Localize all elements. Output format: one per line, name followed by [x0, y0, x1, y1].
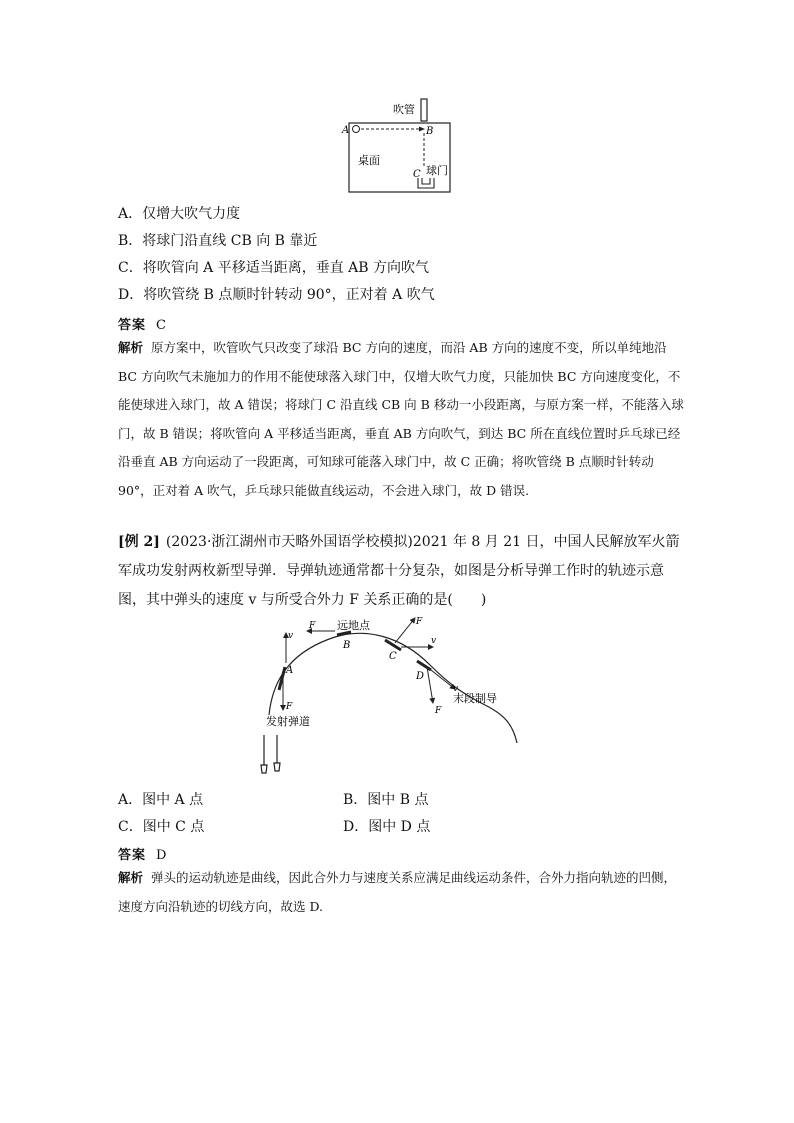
launchers [261, 735, 280, 773]
question-text: 2021 年 8 月 21 日，中国人民解放军火箭军成功发射两枚新型导弹．导弹轨迹通常都十分复杂，如图是分析导弹工作时的轨迹示意图，其中弹头的速度 v 与所受合外力 F 关系正确的是( ) [118, 534, 680, 608]
pipe-label: 吹管 [393, 103, 415, 116]
question-2-stem [118, 528, 688, 615]
answer-2 [118, 844, 167, 863]
q2-option-c: C．图中 C 点 [118, 819, 205, 835]
launch-label: 发射弹道 [266, 715, 310, 728]
terminal-guidance-label: 末段制导 [453, 692, 497, 705]
answer-label: 答案 [118, 318, 147, 333]
F-A: F [286, 702, 293, 712]
q2-option-a: A．图中 A 点 [118, 792, 204, 808]
F-B: F [309, 621, 316, 631]
explanation-2 [118, 864, 688, 921]
blow-pipe [421, 99, 427, 121]
explanation-1 [118, 334, 688, 505]
explanation-label: 解析 [118, 870, 144, 885]
table-label: 桌面 [358, 154, 380, 167]
explanation-text: 弹头的运动轨迹是曲线，因此合外力与速度关系应满足曲线运动条件，合外力指向轨迹的凹侧，速度方向沿轨迹的切线方向，故选 D. [118, 870, 677, 914]
answer-value: C [156, 318, 167, 333]
label-B: B [426, 126, 434, 137]
example-tag: [例 2] [118, 534, 160, 550]
v-C: v [431, 636, 437, 646]
option-c: C．将吹管向 A 平移适当距离，垂直 AB 方向吹气 [118, 260, 430, 276]
trajectory-diagram [255, 615, 525, 780]
q2-option-b: B．图中 B 点 [343, 792, 429, 808]
table-diagram [338, 96, 458, 196]
apogee-label: 远地点 [337, 619, 370, 632]
F-D: F [435, 706, 442, 716]
goal-label: 球门 [426, 164, 448, 177]
label-D2: D [416, 671, 425, 682]
option-b: B．将球门沿直线 CB 向 B 靠近 [118, 233, 318, 249]
explanation-text: 原方案中，吹管吹气只改变了球沿 BC 方向的速度，而沿 AB 方向的速度不变，所以单纯地沿 BC 方向吹气未施加力的作用不能使球落入球门中，仅增大吹气力度，只能加快 BC 方向速度变化，不能使球进入球门，故 A 错误；将球门 C 沿直线 CB 向 B 移动一小段距离，与原方案一样，不能落入球门，故 B 错误；将吹管向 A 平移适当距离，垂直 AB 方向吹气，到达 BC 所在直线位置时乒乓球已经沿垂直 AB 方向运动了一段距离，可知球可能落入球门中，故 C 正确；将吹管绕 B 点顺时针转动 90°，正对着 A 吹气，乒乓球只能做直线运动，不会进入球门，故 D 错误. [118, 340, 684, 498]
label-A: A [342, 125, 350, 136]
answer-value: D [156, 848, 168, 863]
label-A2: A [286, 665, 294, 676]
v-D: v [453, 684, 459, 694]
v-A: v [288, 631, 294, 641]
option-d: D．将吹管绕 B 点顺时针转动 90°，正对着 A 吹气 [118, 287, 435, 303]
label-C2: C [389, 651, 397, 662]
explanation-label: 解析 [118, 340, 144, 355]
label-C: C [413, 169, 421, 180]
answer-1 [118, 314, 167, 333]
label-B2: B [343, 640, 351, 651]
ball [353, 126, 360, 133]
answer-label: 答案 [118, 848, 147, 863]
option-a: A．仅增大吹气力度 [118, 206, 241, 222]
question-source: (2023·浙江湖州市天略外国语学校模拟) [165, 534, 413, 550]
q2-option-d: D．图中 D 点 [343, 819, 431, 835]
F-C: F [416, 617, 423, 627]
